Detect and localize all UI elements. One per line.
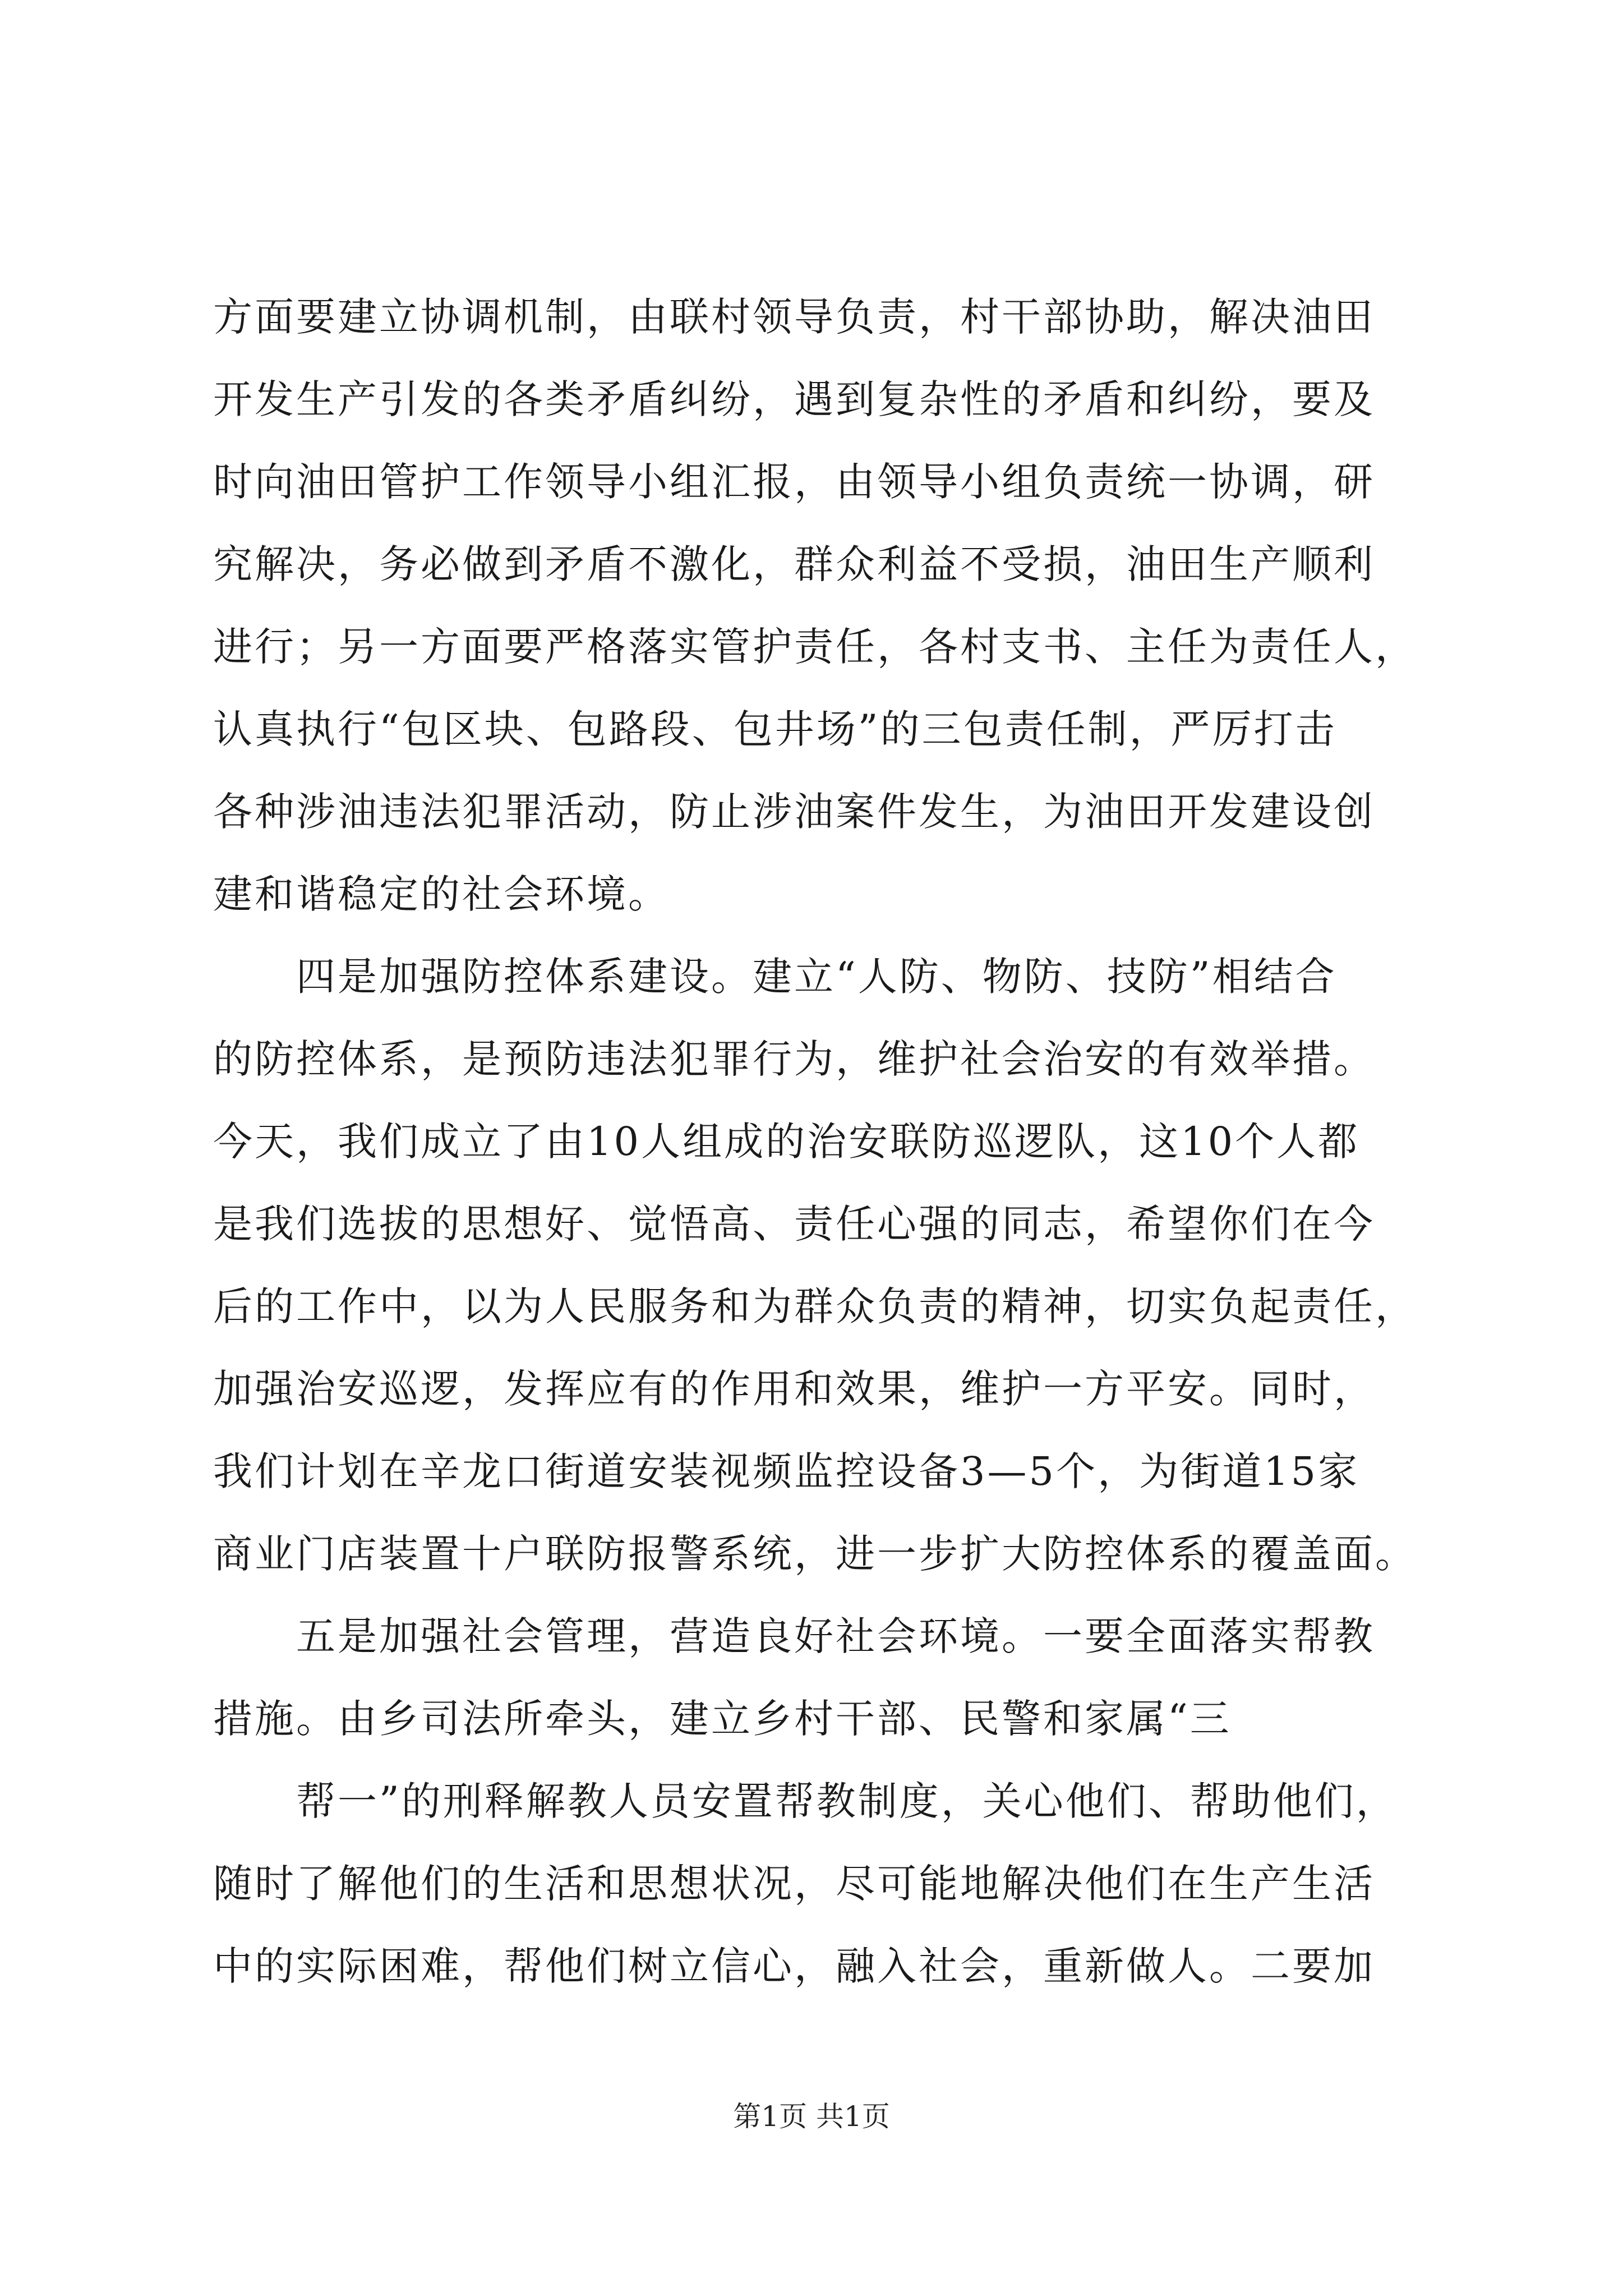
body-text-line: 今天，我们成立了由10人组成的治安联防巡逻队，这10个人都 [213,1119,1360,1165]
body-text-line: 随时了解他们的生活和思想状况，尽可能地解决他们在生产生活 [213,1861,1375,1907]
body-text-line: 加强治安巡逻，发挥应有的作用和效果，维护一方平安。同时， [213,1366,1375,1412]
paragraph-first-line: 帮一”的刑释解教人员安置帮教制度，关心他们、帮助他们， [296,1778,1398,1824]
body-text-line: 我们计划在辛龙口街道安装视频监控设备3—5个，为街道15家 [213,1448,1360,1494]
body-text-line: 开发生产引发的各类矛盾纠纷，遇到复杂性的矛盾和纠纷，要及 [213,376,1375,422]
body-text-line: 商业门店装置十户联防报警系统，进一步扩大防控体系的覆盖面。 [213,1531,1417,1577]
body-text-line: 时向油田管护工作领导小组汇报，由领导小组负责统一协调，研 [213,459,1375,505]
body-text-line: 进行；另一方面要严格落实管护责任，各村支书、主任为责任人， [213,624,1417,670]
body-text-line: 的防控体系，是预防违法犯罪行为，维护社会治安的有效举措。 [213,1036,1375,1082]
body-text-line: 中的实际困难，帮他们树立信心，融入社会，重新做人。二要加 [213,1943,1375,1989]
paragraph-first-line: 四是加强防控体系建设。建立“人防、物防、技防”相结合 [296,954,1337,1000]
page-number-footer: 第1页 共1页 [733,2100,890,2133]
body-text-line: 措施。由乡司法所牵头，建立乡村干部、民警和家属“三 [213,1696,1232,1742]
body-text-line: 是我们选拔的思想好、觉悟高、责任心强的同志，希望你们在今 [213,1201,1375,1247]
body-text-line: 各种涉油违法犯罪活动，防止涉油案件发生，为油田开发建设创 [213,789,1375,835]
body-text-line: 建和谐稳定的社会环境。 [213,871,670,917]
body-text-line: 后的工作中，以为人民服务和为群众负责的精神，切实负起责任， [213,1283,1417,1329]
body-text-line: 方面要建立协调机制，由联村领导负责，村干部协助，解决油田 [213,294,1375,340]
body-text-line: 究解决，务必做到矛盾不激化，群众利益不受损，油田生产顺利 [213,541,1375,587]
body-text-line: 认真执行“包区块、包路段、包井场”的三包责任制，严厉打击 [213,706,1337,752]
paragraph-first-line: 五是加强社会管理，营造良好社会环境。一要全面落实帮教 [296,1613,1375,1659]
